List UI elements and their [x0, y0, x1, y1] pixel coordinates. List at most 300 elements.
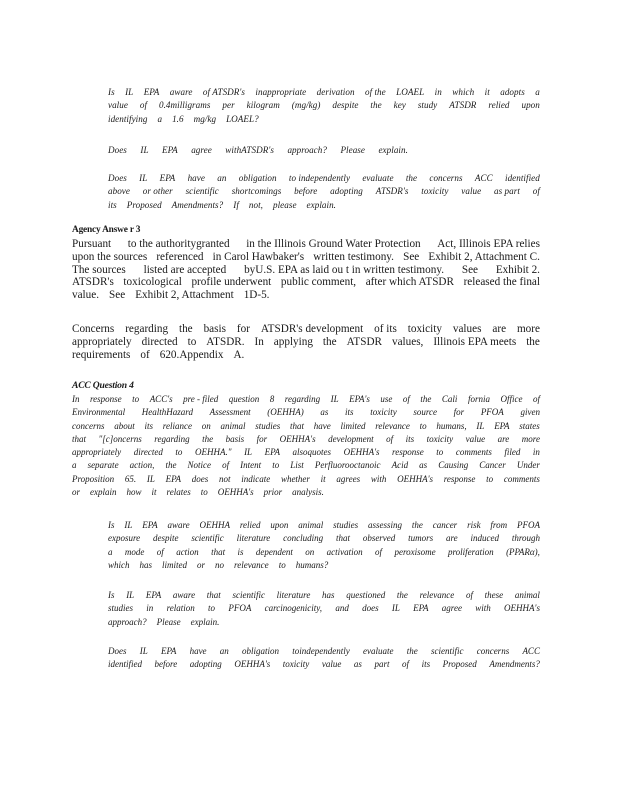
word: value — [108, 100, 128, 111]
word: concerns — [72, 420, 105, 431]
word: In — [254, 335, 264, 348]
word: filed — [504, 447, 521, 458]
word: are — [497, 433, 510, 444]
word: Office — [500, 394, 523, 404]
text-line — [72, 420, 540, 433]
word: explain — [90, 487, 117, 498]
word: value — [321, 659, 342, 670]
word: despite — [332, 100, 359, 111]
word: LOAEL? — [226, 113, 259, 124]
word: Causing — [438, 460, 469, 471]
word: aware — [169, 87, 193, 97]
word: EPA — [264, 447, 280, 458]
word: regarding — [284, 394, 321, 404]
word: identified — [108, 659, 142, 670]
word: to — [419, 420, 427, 431]
word: Illinois EPA meets — [433, 335, 517, 348]
word: not — [218, 473, 231, 484]
text-line — [108, 546, 540, 559]
word: which — [108, 559, 130, 570]
word: toxicity — [407, 323, 442, 335]
word: basis — [225, 433, 245, 444]
word: Proposed — [126, 199, 162, 210]
word: Environmental — [72, 407, 126, 418]
word: mg/kg — [193, 113, 217, 124]
word: that — [206, 590, 221, 600]
word: to — [200, 487, 208, 498]
word: ACC — [522, 646, 540, 656]
word: toxicity — [370, 407, 397, 418]
word: that — [289, 420, 304, 431]
word: of — [139, 100, 148, 111]
word: agrees — [336, 473, 361, 484]
word: use — [380, 394, 393, 404]
word: humans, — [436, 420, 467, 431]
word: have — [189, 646, 207, 656]
word: source — [413, 407, 438, 418]
word: IL — [476, 420, 485, 431]
word: value — [465, 433, 486, 444]
word: action — [176, 546, 199, 557]
word: evaluate — [363, 646, 394, 656]
word: which — [452, 87, 475, 97]
word: regarding — [154, 433, 190, 444]
word: See — [109, 289, 126, 302]
word: upon — [521, 100, 540, 111]
word: IL — [391, 603, 400, 614]
word: "[c]oncerns — [98, 433, 142, 444]
word: in Carol Hawbaker's — [212, 250, 305, 263]
word: adopting — [189, 659, 222, 670]
word: reliance — [162, 420, 192, 431]
word: toxicity — [282, 659, 310, 670]
word: Amendments? — [489, 659, 540, 670]
word: shortcomings — [231, 186, 282, 197]
text-line — [72, 238, 540, 251]
word: Notice — [187, 460, 211, 471]
word: Act, Illinois EPA relies — [437, 238, 540, 250]
word: with — [475, 603, 491, 614]
word: Assessment — [209, 407, 251, 418]
word: humans? — [295, 559, 329, 570]
acc-question-4-subquestion-2 — [108, 589, 540, 629]
word: OEHHA's — [397, 473, 433, 484]
word: 1.6 — [172, 113, 184, 124]
text-line — [108, 113, 540, 126]
word: comments — [455, 447, 492, 458]
word: to — [486, 473, 494, 484]
word: Does — [108, 173, 127, 183]
word: approach? — [108, 616, 147, 627]
word: the — [202, 433, 214, 444]
word: to — [208, 603, 216, 614]
word: the — [411, 520, 423, 530]
word: EPA — [142, 520, 158, 530]
word: the — [370, 100, 382, 111]
word: study — [417, 100, 438, 111]
text-line — [108, 602, 540, 615]
word: assessing — [367, 520, 402, 530]
word: derivation — [316, 87, 355, 97]
word: part — [374, 659, 390, 670]
word: for — [453, 407, 465, 418]
word: response — [90, 394, 122, 404]
acc-question-4-subquestion-3 — [108, 645, 540, 672]
word: despite — [152, 533, 179, 544]
word: scientific — [430, 646, 464, 656]
word: its — [108, 199, 117, 210]
word: relation — [166, 603, 195, 614]
word: toxicity — [421, 186, 449, 197]
word: OEHHA's — [217, 487, 254, 498]
word: byU.S. EPA as laid ou t in written testimony. — [244, 263, 444, 276]
word: to — [175, 447, 183, 458]
word: withATSDR's — [225, 145, 274, 155]
word: is — [237, 546, 244, 557]
word: IL — [139, 646, 148, 656]
word: has — [322, 590, 335, 600]
word: it — [484, 87, 490, 97]
text-line — [72, 264, 540, 277]
word: for — [256, 433, 268, 444]
word: ATSDR's development — [260, 323, 364, 335]
word: Does — [108, 646, 127, 656]
word: question — [228, 394, 260, 404]
word: concerns — [429, 173, 463, 183]
word: adopting — [330, 186, 363, 197]
text-line — [108, 589, 540, 602]
word: identifying — [108, 113, 148, 124]
word: whether — [280, 473, 310, 484]
word: See — [461, 263, 478, 276]
text-line — [108, 559, 540, 572]
word: ACC's — [149, 394, 173, 404]
word: EPA — [159, 173, 176, 183]
word: Cali — [441, 394, 458, 404]
word: obligation — [242, 646, 280, 656]
word: literature — [276, 590, 311, 600]
word: Exhibit 2, Attachment — [135, 289, 234, 302]
word: kilogram — [246, 100, 280, 111]
text-line — [108, 519, 540, 532]
word: Please — [340, 145, 365, 155]
word: or other — [142, 186, 173, 197]
word: EPA — [160, 646, 177, 656]
word: concluding — [283, 533, 324, 544]
word: please — [273, 199, 297, 210]
word: ATSDR's — [72, 276, 114, 289]
word: adopts — [500, 87, 525, 97]
agency-answer-paragraph-1 — [72, 238, 540, 302]
word: referenced — [156, 250, 204, 263]
word: basis — [203, 323, 226, 335]
word: after which ATSDR — [365, 276, 454, 289]
word: activation — [326, 546, 363, 557]
word: Perfluorooctanoic — [314, 460, 381, 471]
word: that — [335, 533, 350, 544]
word: written testimony. — [313, 250, 394, 263]
word: profile underwent — [191, 276, 272, 289]
word: IL — [146, 473, 155, 484]
word: scientific — [191, 533, 224, 544]
word: 1D-5. — [243, 289, 270, 302]
word: The sources — [72, 263, 126, 276]
word: A. — [233, 348, 245, 361]
word: Exhibit 2, Attachment C. — [428, 250, 540, 263]
word: upon the sources — [72, 250, 148, 263]
word: OEHHA's — [279, 433, 316, 444]
word: of — [402, 659, 410, 670]
word: dependent — [255, 546, 293, 557]
word: relevance — [375, 420, 410, 431]
question-2-block — [108, 144, 408, 157]
word: obligation — [238, 173, 277, 183]
word: ATSDR — [346, 335, 382, 348]
word: questioned — [346, 590, 386, 600]
word: per — [222, 100, 235, 111]
word: Is — [108, 590, 115, 600]
word: PFOA — [228, 603, 252, 614]
word: approach? — [287, 145, 327, 155]
word: relevance — [234, 559, 269, 570]
word: public comment, — [280, 276, 357, 289]
word: EPA — [165, 473, 181, 484]
word: IL — [330, 394, 339, 404]
word: exposure — [108, 533, 141, 544]
word: response — [443, 473, 476, 484]
word: studies — [255, 420, 281, 431]
word: EPA — [162, 145, 178, 155]
word: aware — [167, 520, 190, 530]
word: of — [156, 546, 164, 557]
word: comments — [503, 473, 540, 484]
text-line — [72, 406, 540, 419]
word: through — [511, 533, 540, 544]
text-line — [108, 144, 408, 157]
word: no — [215, 559, 225, 570]
word: a — [108, 546, 113, 557]
word: HealthHazard — [141, 407, 193, 418]
word: of — [465, 590, 473, 600]
word: on — [201, 420, 211, 431]
text-line — [72, 323, 540, 336]
word: directed — [141, 335, 178, 348]
word: (OEHHA) — [267, 407, 304, 418]
word: OEHHA's — [234, 659, 271, 670]
word: 0.4milligrams — [159, 100, 211, 111]
word: it — [151, 487, 157, 498]
word: as — [320, 407, 329, 418]
question-3-block — [108, 172, 540, 212]
word: of ATSDR's — [202, 87, 245, 97]
word: its — [345, 407, 354, 418]
word: Please — [156, 616, 181, 627]
word: limited — [340, 420, 366, 431]
text-line — [72, 393, 540, 406]
word: in — [146, 603, 154, 614]
word: ATSDR. — [206, 335, 245, 348]
acc-question-4-heading: ACC Question 4 — [72, 380, 134, 391]
word: before — [154, 659, 178, 670]
text-line — [72, 433, 540, 446]
word: its — [144, 420, 154, 431]
word: the — [526, 335, 540, 348]
word: indicate — [241, 473, 271, 484]
word: upon — [270, 520, 289, 530]
word: Proposition — [72, 473, 115, 484]
word: of — [222, 460, 230, 471]
word: or — [197, 559, 206, 570]
word: See — [403, 250, 420, 263]
word: IL — [140, 145, 149, 155]
word: Acid — [391, 460, 409, 471]
word: the — [420, 394, 432, 404]
word: ACC — [474, 173, 493, 183]
word: proliferation — [448, 546, 494, 557]
word: as — [353, 659, 362, 670]
word: fornia — [467, 394, 490, 404]
word: states — [519, 420, 540, 431]
word: that — [72, 433, 87, 444]
word: listed are accepted — [143, 263, 227, 276]
word: scientific — [232, 590, 265, 600]
agency-answer-heading: Agency Answe r 3 — [72, 225, 141, 235]
word: a — [535, 87, 540, 97]
word: have — [313, 420, 331, 431]
word: the — [406, 646, 418, 656]
word: relied — [239, 520, 261, 530]
acc-question-4-intro — [72, 393, 540, 499]
word: about — [114, 420, 135, 431]
word: OEHHA's — [504, 603, 540, 614]
word: Cancer — [479, 460, 506, 471]
word: OEHHA — [199, 520, 230, 530]
word: relevance — [419, 590, 455, 600]
text-line — [108, 532, 540, 545]
acc-question-4-subquestion-1 — [108, 519, 540, 572]
word: to — [278, 559, 286, 570]
word: Proposed — [442, 659, 477, 670]
word: action, — [129, 460, 155, 471]
word: an — [217, 173, 227, 183]
word: regarding — [125, 323, 169, 335]
agency-answer-paragraph-2 — [72, 323, 540, 361]
word: PFOA — [480, 407, 504, 418]
word: of — [386, 433, 394, 444]
word: relied — [488, 100, 510, 111]
word: it — [320, 473, 326, 484]
text-line — [72, 459, 540, 472]
word: more — [521, 433, 540, 444]
word: applying — [273, 335, 313, 348]
word: how — [126, 487, 142, 498]
word: animal — [514, 590, 540, 600]
word: IL — [139, 173, 148, 183]
text-line — [72, 276, 540, 289]
word: of — [375, 546, 383, 557]
word: 620.Appendix — [159, 348, 224, 361]
word: Is — [108, 87, 115, 97]
word: relates — [166, 487, 191, 498]
word: IL — [244, 447, 253, 458]
word: alsoquotes — [292, 447, 332, 458]
word: its — [421, 659, 431, 670]
text-line — [72, 289, 540, 302]
word: released the final — [463, 276, 540, 289]
word: aware — [172, 590, 196, 600]
word: EPA's — [349, 394, 370, 404]
word: analysis. — [292, 487, 324, 498]
word: from — [490, 520, 508, 530]
question-1-block — [108, 86, 540, 126]
word: risk — [467, 520, 481, 530]
word: as part — [494, 186, 520, 197]
word: to independently — [288, 173, 351, 183]
word: ATSDR's — [375, 186, 409, 197]
word: studies — [108, 603, 134, 614]
word: are — [492, 323, 507, 335]
word: to — [132, 394, 140, 404]
word: before — [294, 186, 318, 197]
word: have — [187, 173, 205, 183]
word: EPA — [143, 87, 160, 97]
word: 65. — [124, 473, 137, 484]
word: toxicological — [123, 276, 182, 289]
word: peroxisome — [394, 546, 436, 557]
word: Concerns — [72, 323, 115, 335]
word: Exhibit 2. — [495, 263, 540, 276]
word: toxicity — [426, 433, 454, 444]
word: EPA — [494, 420, 510, 431]
word: to the authoritygranted — [127, 238, 230, 250]
text-line — [108, 185, 540, 198]
word: Intent — [240, 460, 262, 471]
text-line — [72, 336, 540, 349]
word: EPA — [413, 603, 429, 614]
text-line — [108, 86, 540, 99]
word: that — [211, 546, 226, 557]
text-line — [108, 616, 540, 629]
word: IL — [126, 590, 135, 600]
word: are — [445, 533, 458, 544]
word: toindependently — [292, 646, 350, 656]
word: key — [393, 100, 406, 111]
word: identified — [505, 173, 540, 183]
word: a — [157, 113, 163, 124]
text-line — [72, 251, 540, 264]
text-line — [72, 349, 540, 362]
word: to — [436, 447, 444, 458]
word: of — [532, 394, 540, 404]
word: requirements — [72, 348, 131, 361]
word: Amendments? — [171, 199, 224, 210]
word: animal — [220, 420, 246, 431]
word: of — [532, 186, 540, 197]
word: 8 — [269, 394, 275, 404]
word: concerns — [476, 646, 510, 656]
word: IL — [125, 87, 134, 97]
word: explain. — [306, 199, 336, 210]
word: mode — [124, 546, 145, 557]
word: of — [402, 394, 410, 404]
word: above — [108, 186, 130, 197]
text-line — [72, 446, 540, 459]
word: limited — [162, 559, 188, 570]
word: given — [520, 407, 540, 418]
word: directed — [133, 447, 163, 458]
word: PFOA — [516, 520, 540, 530]
word: explain. — [190, 616, 220, 627]
